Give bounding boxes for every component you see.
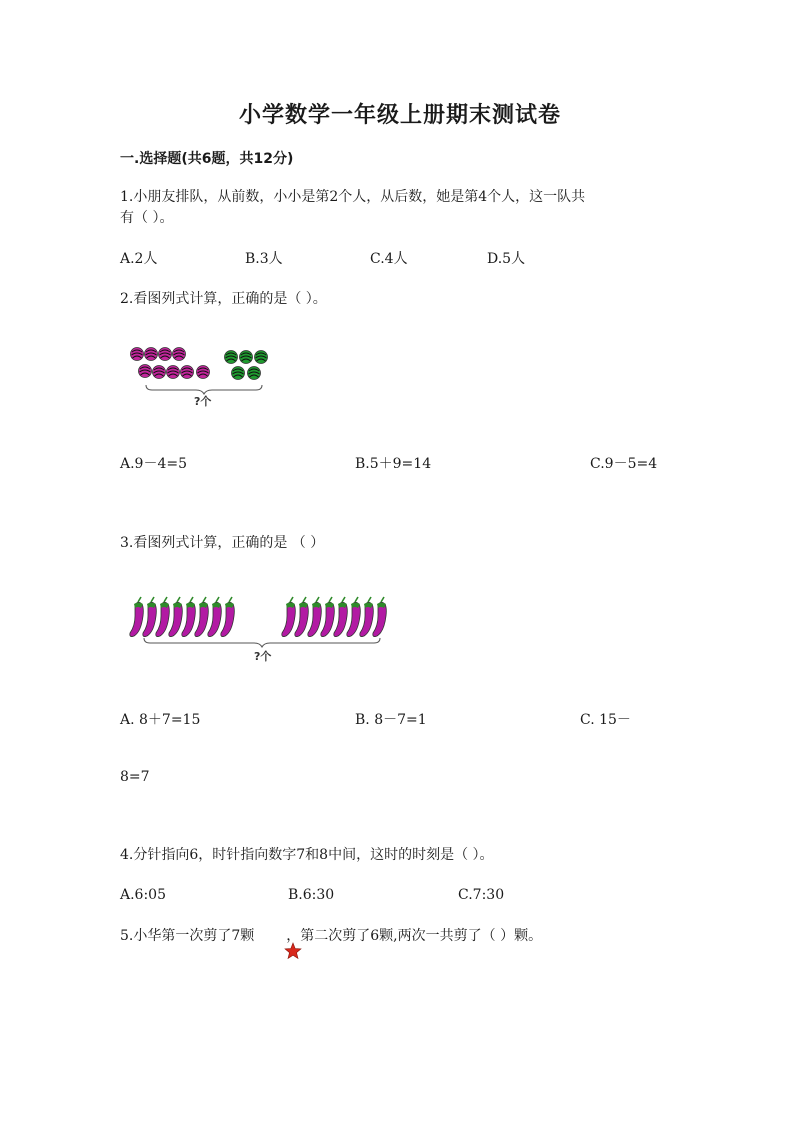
q5-stem-before: 5.小华第一次剪了7颗 <box>120 928 255 944</box>
section-heading: 一.选择题(共6题，共12分) <box>120 151 294 167</box>
eggplant-icon <box>360 597 374 637</box>
q1-option-c[interactable]: C.4人 <box>370 251 408 267</box>
q2-option-a[interactable]: A.9－4=5 <box>120 456 188 472</box>
purple-watermelon-icon <box>153 366 166 379</box>
eggplant-icon <box>373 597 387 637</box>
q1-option-a[interactable]: A.2人 <box>120 251 158 267</box>
q4-option-c[interactable]: C.7:30 <box>458 887 505 903</box>
q3-eggplant-figure <box>128 596 393 666</box>
green-watermelon-icon <box>225 351 238 364</box>
q3-option-a[interactable]: A. 8＋7=15 <box>120 712 201 728</box>
eggplant-icon <box>321 597 335 637</box>
eggplant-icon <box>308 597 322 637</box>
q5-stem <box>120 926 542 946</box>
q2-brace <box>146 385 262 394</box>
eggplant-icon <box>156 597 170 637</box>
purple-watermelon-icon <box>173 348 186 361</box>
eggplant-icon <box>221 597 235 637</box>
q3-option-b[interactable]: B. 8－7=1 <box>355 712 427 728</box>
q3-option-c[interactable]: C. 15－ <box>580 712 631 728</box>
q2-option-c[interactable]: C.9－5=4 <box>590 456 658 472</box>
q2-figure-label: ?个 <box>194 395 212 408</box>
q1-option-d[interactable]: D.5人 <box>487 251 526 267</box>
eggplant-icon <box>130 597 144 637</box>
q4-option-b[interactable]: B.6:30 <box>288 887 335 903</box>
purple-watermelon-icon <box>167 366 180 379</box>
q2-watermelon-figure <box>128 345 288 410</box>
q1-option-b[interactable]: B.3人 <box>245 251 283 267</box>
q1-stem-line2: 有（ ）。 <box>120 210 174 226</box>
eggplant-icon <box>195 597 209 637</box>
page-title: 小学数学一年级上册期末测试卷 <box>238 103 561 128</box>
purple-watermelon-icon <box>159 348 172 361</box>
q5-stem-after: ，第二次剪了6颗,两次一共剪了（ ）颗。 <box>286 928 543 944</box>
purple-watermelon-icon <box>145 348 158 361</box>
eggplant-icon <box>182 597 196 637</box>
eggplant-icon <box>347 597 361 637</box>
eggplant-icon <box>295 597 309 637</box>
green-watermelon-icon <box>255 351 268 364</box>
eggplant-icon <box>143 597 157 637</box>
green-watermelon-icon <box>232 367 245 380</box>
q3-brace <box>144 638 380 647</box>
q2-stem: 2.看图列式计算，正确的是（ ）。 <box>120 291 327 307</box>
purple-watermelon-icon <box>131 348 144 361</box>
q4-option-a[interactable]: A.6:05 <box>120 887 166 903</box>
q4-stem: 4.分针指向6，时针指向数字7和8中间，这时的时刻是（ ）。 <box>120 847 494 863</box>
eggplant-icon <box>334 597 348 637</box>
purple-watermelon-icon <box>139 365 152 378</box>
purple-watermelon-icon <box>197 366 210 379</box>
q2-option-b[interactable]: B.5＋9=14 <box>355 456 432 472</box>
eggplant-icon <box>282 597 296 637</box>
q1-stem-line1: 1.小朋友排队，从前数，小小是第2个人，从后数，她是第4个人，这一队共 <box>120 189 586 205</box>
green-watermelon-icon <box>248 367 261 380</box>
purple-watermelon-icon <box>181 366 194 379</box>
eggplant-icon <box>208 597 222 637</box>
q3-figure-label: ?个 <box>254 650 272 663</box>
eggplant-icon <box>169 597 183 637</box>
q3-option-c-wrap: 8=7 <box>120 769 150 785</box>
green-watermelon-icon <box>240 351 253 364</box>
star-icon <box>284 942 302 960</box>
q3-stem: 3.看图列式计算，正确的是 （ ） <box>120 535 325 551</box>
